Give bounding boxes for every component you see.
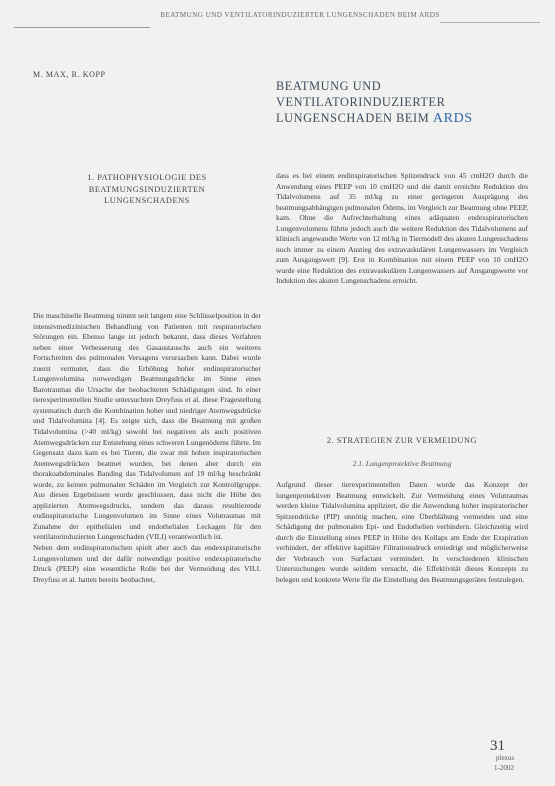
journal-name: plexus — [496, 754, 515, 762]
section-1-heading — [33, 172, 261, 207]
right-column-text-bottom — [276, 480, 528, 585]
section-2-title: STRATEGIEN ZUR VERMEIDUNG — [336, 436, 478, 445]
paragraph: Die maschinelle Beatmung nimmt seit langem eine Schlüsselposition in der intensivmedizinischen Behandlung von Patienten mit respiratorischen Störungen ein. Ebenso lange ist jedoch bekannt, dass dieses Verfahren neben einer Verbesserung des Gasaustauschs auch ein weiteres Fortschreiten des pulmonalen Versagens verursachen kann. Dabei wurde zuerst vermutet, dass die Erhöhung hoher endinspiratorischer Lungenvolumina notwendigen Beatmungsdrücke im Sinne eines Barotraumas die Ursache der beobachteten Schädigungen sind. In einer tierexperimentellen Studie untersuchten Dreyfuss et al. diese Fragestellung systematisch durch die Kombination hoher und niedriger Atemwegsdrücke und Tidalvolumina [4]. Es zeigte sich, dass die Beatmung mit großen Tidalvolumina (>40 ml/kg) sowohl bei negativen als auch positiven Atemwegsdrücken zur Entstehung eines schweren Lungenödems führte. Im Gegensatz dazu kam es bei Tieren, die zwar mit hohen inspiratorischen Atemwegsdrücken beatmet wurden, bei denen aber durch ein thorakoabdominales Banding das Tidalvolumen auf 19 ml/kg beschränkt wurde, zu keinen pulmonalen Schäden im Vergleich zur Kontrollgruppe. Aus diesen Ergebnissen wurde geschlossen, dass nicht die Höhe des applizierten Atemwegsdrucks, sondern das daraus resultierende endinspiratorische Lungenvolumen im Sinne eines Volutraumas mit Zunahme der epithelialen und endothelialen Leckagen für den ventilatorinduzierten Lungenschaden (VILI) verantwortlich ist. — [33, 311, 261, 542]
section-1-line-2: BEATMUNGSINDUZIERTEN — [88, 184, 206, 194]
article-title — [276, 78, 526, 127]
header-rule-right — [440, 22, 540, 23]
title-line-2-text: LUNGENSCHADEN BEIM — [276, 111, 433, 125]
title-line-2 — [276, 110, 526, 127]
right-column-text-top — [276, 171, 528, 287]
section-1-title-1: PATHOPHYSIOLOGIE DES — [97, 173, 207, 182]
paragraph: dass es bei einem endinspiratorischen Spitzendruck von 45 cmH2O durch die Anwendung eines PEEP von 10 cmH2O und die damit erreichte Reduktion des Tidalvolumens auf 35 ml/kg zu einer geringeren Ausprägung des beatmungsabhängigen pulmonalen Ödems, im Vergleich zur Beatmung ohne PEEP, kam. Ohne die Aufrechterhaltung eines adäquaten endexspiratorischen Lungenvolumens führte jedoch auch die weitere Reduktion des Tidalvolumens auf klinisch angewandte Werte von 12 ml/kg in Tiermodell des akuten Lungenschadens noch immer zu einem Anstieg des extravaskulären Lungenwassers im Vergleich zum Ausgangswert [9]. Erst in Kombination mit einem PEEP von 10 cmH2O wurde eine Reduktion des extravaskulären Lungenwassers auf Ausgangswerte vor Induktion des akuten Lungenschadens erreicht. — [276, 171, 528, 286]
section-2-heading — [276, 436, 528, 445]
section-1-line-3: LUNGENSCHADENS — [104, 196, 190, 205]
page-number: 31 — [490, 738, 505, 754]
section-1-number: 1. — [87, 173, 95, 182]
paragraph: Neben dem endinspiratorischen spielt aber auch das endexspiratorische Lungenvolumen und der dafür notwendige positive endexspiratorische Druck (PEEP) eine wesentliche Rolle bei der Vermeidung des VILI. Dreyfuss et al. hatten bereits beobachtet, — [33, 543, 261, 584]
title-accent: ARDS — [432, 111, 473, 126]
journal-issue: 1-2002 — [494, 764, 514, 772]
paragraph: Aufgrund dieser tierexperimentellen Daten wurde das Konzept der lungenprotektiven Beatmung entwickelt. Zur Vermeidung eines Volutraumas werden kleine Tidalvolumina appliziert, die die Anwendung hoher inspiratorischer Spitzendrücke (PIP) unnötig machen, eine Überblähung vermeiden und eine Schädigung der pulmonalen Epi- und Endothelien verhindern. Gleichzeitig wird durch die Einstellung eines PEEP in Höhe des Kollaps am Ende der Exspiration verhindert, der effektive kapilläre Filtrationsdruck erniedrigt und möglicherweise der Verbrauch von Surfactant vermindert. In verschiedenen klinischen Untersuchungen wurde seitdem versucht, die Effektivität dieses Konzepts zu belegen und konkrete Werte für die Einstellung des Beatmungsgerätes festzulegen. — [276, 480, 528, 584]
section-2-number: 2. — [326, 436, 335, 445]
subsection-2-1-heading: 2.1. Lungenprotektive Beatmung — [352, 459, 452, 468]
running-head: BEATMUNG UND VENTILATORINDUZIERTER LUNGENSCHADEN BEIM ARDS — [160, 11, 440, 19]
section-1-line-1 — [33, 172, 261, 184]
title-line-1: BEATMUNG UND VENTILATORINDUZIERTER — [276, 79, 446, 109]
authors: M. MAX, R. KOPP — [33, 70, 106, 79]
header-rule-left — [14, 27, 150, 28]
left-column-text — [33, 311, 261, 585]
